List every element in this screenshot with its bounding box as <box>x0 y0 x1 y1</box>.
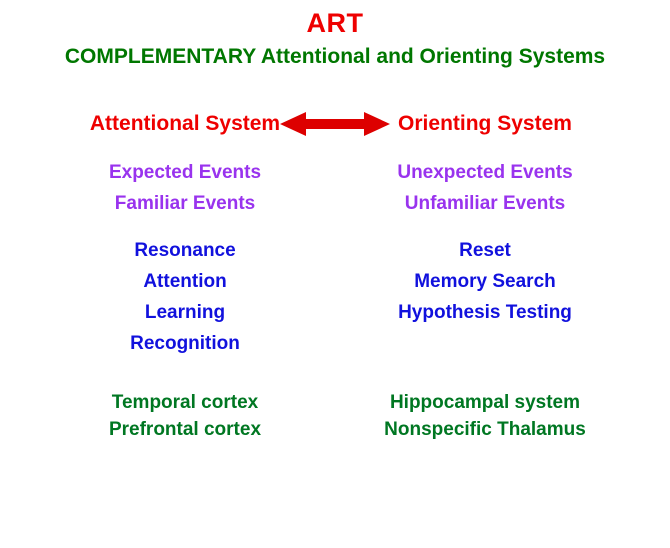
list-item: Resonance <box>134 240 236 261</box>
list-item: Prefrontal cortex <box>108 419 262 440</box>
orienting-system-heading: Orienting System <box>398 112 572 135</box>
list-item: Hippocampal system <box>389 392 581 413</box>
list-item: Reset <box>459 240 511 261</box>
list-item: Temporal cortex <box>111 392 259 413</box>
list-item: Recognition <box>130 333 240 354</box>
list-item: Learning <box>144 302 226 323</box>
systems-comparison <box>0 107 670 443</box>
list-item: Memory Search <box>414 271 556 292</box>
list-item: Attention <box>143 271 227 292</box>
page-subtitle: COMPLEMENTARY Attentional and Orienting Systems <box>64 45 606 68</box>
orienting-events-group <box>345 157 625 219</box>
orienting-brain-regions-group <box>345 389 625 443</box>
list-item: Unfamiliar Events <box>404 193 566 214</box>
column-attentional-system <box>45 107 335 443</box>
attentional-processes-group <box>45 235 325 359</box>
page-title: ART <box>306 8 364 38</box>
list-item: Hypothesis Testing <box>398 302 572 323</box>
attentional-events-group <box>45 157 325 219</box>
column-orienting-system <box>335 107 625 443</box>
list-item: Nonspecific Thalamus <box>384 419 586 440</box>
list-item: Unexpected Events <box>397 162 573 183</box>
list-item: Expected Events <box>108 162 262 183</box>
attentional-brain-regions-group <box>45 389 325 443</box>
slide-root <box>0 8 670 548</box>
attentional-system-heading: Attentional System <box>89 112 281 135</box>
list-spacer <box>345 328 625 359</box>
orienting-processes-group <box>345 235 625 359</box>
list-item: Familiar Events <box>114 193 256 214</box>
